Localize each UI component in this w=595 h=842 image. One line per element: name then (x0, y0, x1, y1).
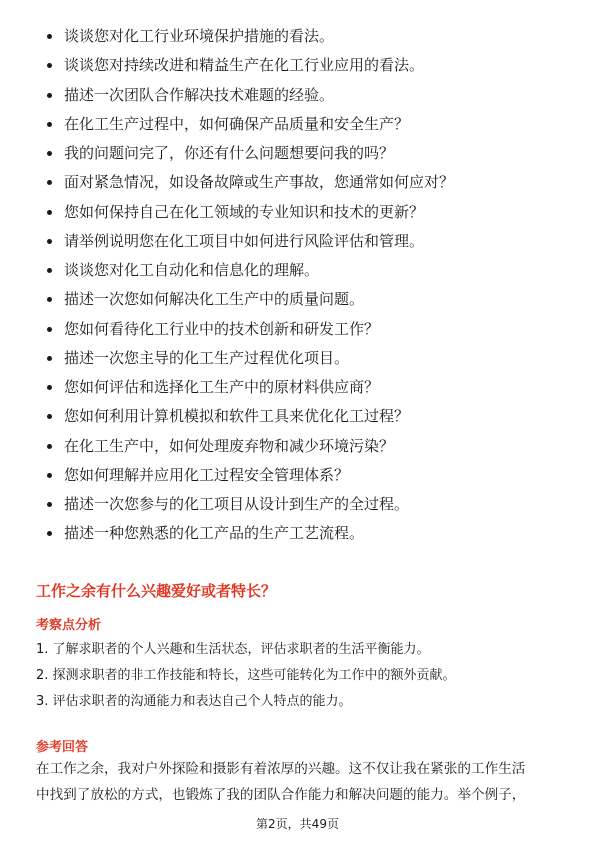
analysis-heading: 考察点分析 (36, 618, 102, 633)
bullet-item (44, 227, 564, 256)
bullet-dot-icon (47, 502, 52, 507)
bullet-text: 面对紧急情况，如设备故障或生产事故，您通常如何应对？ (64, 173, 455, 192)
bullet-item (44, 432, 564, 461)
bullet-dot-icon (47, 268, 52, 273)
bullet-item (44, 519, 564, 548)
bullet-text: 在化工生产过程中，如何确保产品质量和安全生产？ (64, 114, 410, 133)
bullet-item (44, 285, 564, 314)
bullet-dot-icon (47, 531, 52, 536)
answer-line: 在工作之余，我对户外探险和摄影有着浓厚的兴趣。这不仅让我在紧张的工作生活 (36, 761, 526, 777)
analysis-point: 3. 评估求职者的沟通能力和表达自己个人特点的能力。 (36, 694, 352, 709)
bullet-item (44, 168, 564, 197)
bullet-item (44, 373, 564, 402)
bullet-dot-icon (47, 473, 52, 478)
bullet-text: 您如何保持自己在化工领域的专业知识和技术的更新？ (64, 202, 425, 221)
analysis-point: 1. 了解求职者的个人兴趣和生活状态，评估求职者的生活平衡能力。 (36, 642, 430, 657)
bullet-text: 请举例说明您在化工项目中如何进行风险评估和管理。 (64, 231, 425, 250)
bullet-dot-icon (47, 151, 52, 156)
bullet-text: 在化工生产中，如何处理废弃物和减少环境污染？ (64, 436, 395, 455)
reference-answer-body (36, 756, 560, 808)
bullet-text: 您如何评估和选择化工生产中的原材料供应商？ (64, 378, 380, 396)
bullet-text: 谈谈您对化工行业环境保护措施的看法。 (64, 27, 335, 45)
bullet-item (44, 81, 564, 110)
question-bullet-list (44, 22, 564, 549)
bullet-text: 谈谈您对持续改进和精益生产在化工行业应用的看法。 (64, 56, 425, 75)
bullet-text: 描述一次您如何解决化工生产中的质量问题。 (64, 290, 365, 309)
bullet-item (44, 22, 564, 51)
bullet-item (44, 344, 564, 373)
bullet-text: 您如何利用计算机模拟和软件工具来优化化工过程？ (64, 407, 410, 426)
analysis-point: 2. 探测求职者的非工作技能和特长，这些可能转化为工作中的额外贡献。 (36, 668, 456, 683)
bullet-item (44, 461, 564, 490)
bullet-dot-icon (47, 385, 52, 390)
bullet-text: 您如何理解并应用化工过程安全管理体系？ (64, 465, 350, 484)
bullet-text: 描述一次您参与的化工项目从设计到生产的全过程。 (64, 495, 410, 513)
bullet-text: 描述一次团队合作解决技术难题的经验。 (64, 85, 335, 104)
bullet-dot-icon (47, 239, 52, 244)
bullet-item (44, 490, 564, 519)
bullet-item (44, 402, 564, 431)
bullet-item (44, 110, 564, 139)
bullet-dot-icon (47, 63, 52, 68)
bullet-dot-icon (47, 297, 52, 302)
bullet-item (44, 256, 564, 285)
bullet-text: 描述一种您熟悉的化工产品的生产工艺流程。 (64, 524, 365, 543)
bullet-dot-icon (47, 414, 52, 419)
bullet-dot-icon (47, 34, 52, 39)
answer-line: 中找到了放松的方式，也锻炼了我的团队合作能力和解决问题的能力。举个例子， (36, 787, 526, 803)
bullet-dot-icon (47, 122, 52, 127)
bullet-text: 您如何看待化工行业中的技术创新和研发工作？ (64, 319, 380, 338)
bullet-item (44, 51, 564, 80)
bullet-item (44, 315, 564, 344)
page-number-footer: 第2页，共49页 (256, 817, 339, 831)
reference-answer-heading: 参考回答 (36, 740, 89, 755)
bullet-dot-icon (47, 210, 52, 215)
bullet-dot-icon (47, 327, 52, 332)
bullet-text: 描述一次您主导的化工生产过程优化项目。 (64, 348, 350, 367)
bullet-item (44, 139, 564, 168)
bullet-text: 谈谈您对化工自动化和信息化的理解。 (64, 261, 320, 279)
bullet-dot-icon (47, 444, 52, 449)
bullet-text: 我的问题问完了，你还有什么问题想要问我的吗？ (64, 144, 395, 162)
bullet-dot-icon (47, 356, 52, 361)
bullet-dot-icon (47, 93, 52, 98)
bullet-item (44, 198, 564, 227)
question-heading: 工作之余有什么兴趣爱好或者特长？ (36, 582, 277, 600)
analysis-points-list (36, 637, 566, 715)
bullet-dot-icon (47, 180, 52, 185)
